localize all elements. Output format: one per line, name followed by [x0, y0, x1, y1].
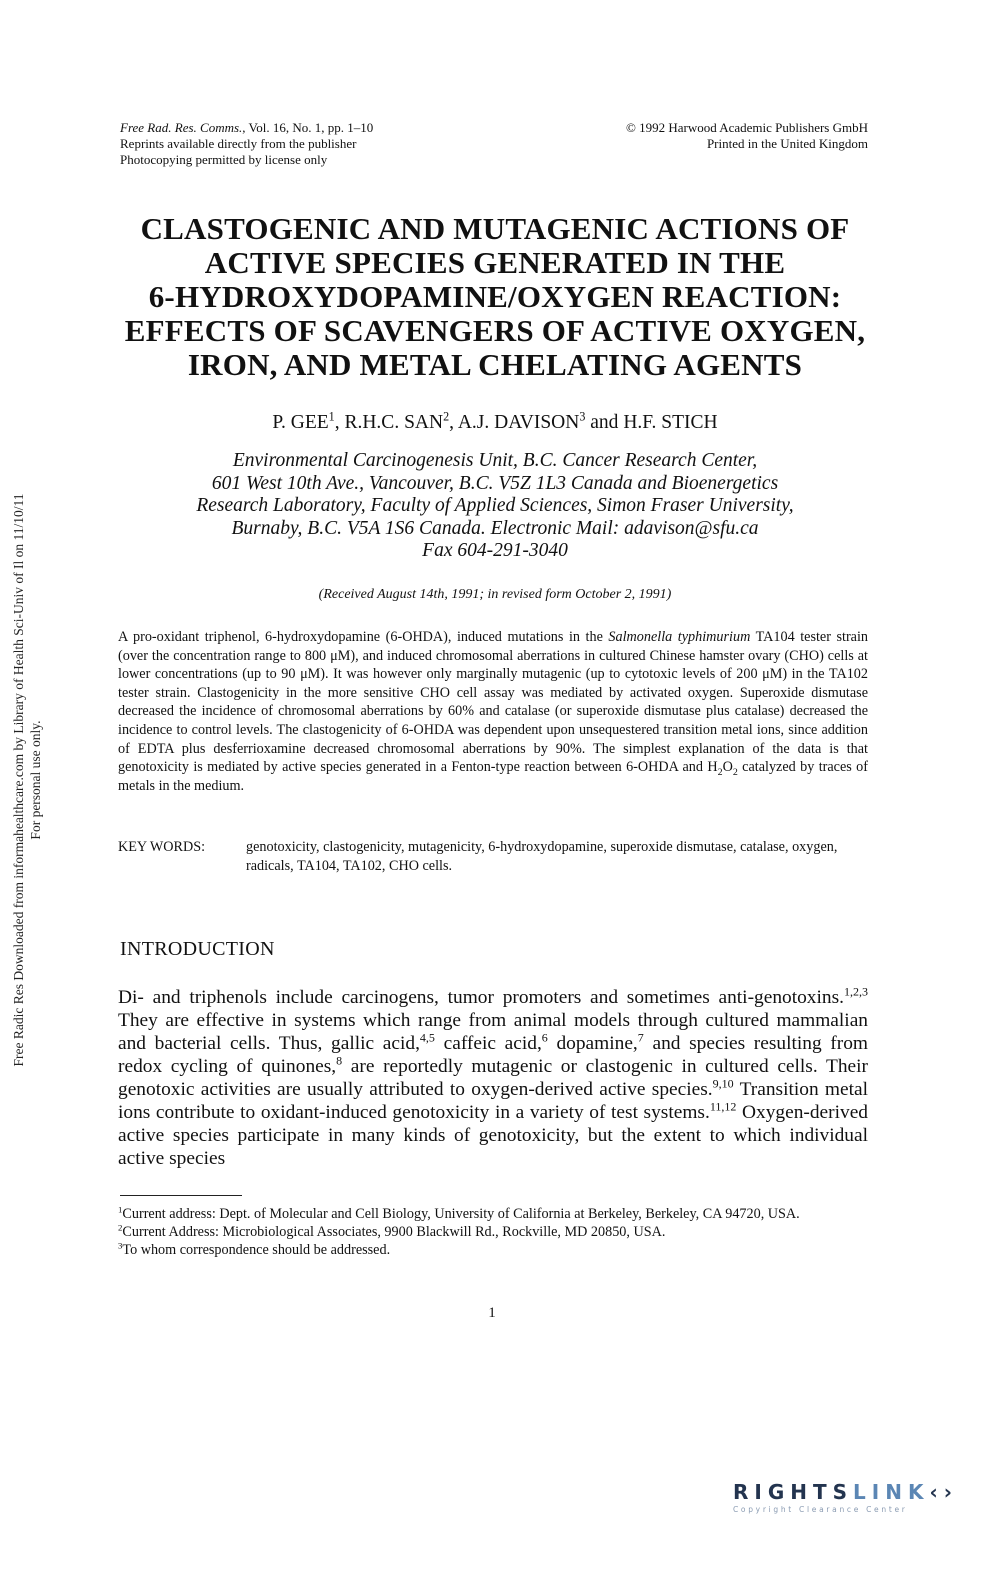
subscript: 2 [732, 766, 738, 778]
received-dates: (Received August 14th, 1991; in revised form October 2, 1991) [318, 587, 672, 602]
title-line: EFFECTS OF SCAVENGERS OF ACTIVE OXYGEN, [124, 313, 866, 348]
page-number: 1 [488, 1305, 496, 1321]
affiliation-line: Fax 604-291-3040 [422, 540, 568, 561]
printed-line: Printed in the United Kingdom [706, 136, 868, 151]
journal-citation [120, 120, 520, 136]
rightslink-light: LINK [853, 1480, 930, 1504]
journal-volume: , Vol. 16, No. 1, pp. 1–10 [242, 120, 374, 135]
footnote-text: Current address: Dept. of Molecular and Cell Biology, University of California at Berkeley, Berkeley, CA 94720, USA. [122, 1206, 800, 1222]
section-heading: INTRODUCTION [120, 938, 275, 960]
affiliation-line: Burnaby, B.C. V5A 1S6 Canada. Electronic Mail: adavison@sfu.ca [231, 517, 759, 539]
author-name: H.F. STICH [623, 412, 718, 433]
paper-title [110, 212, 880, 382]
author-affiliation-mark: 3 [579, 409, 586, 424]
affiliation [120, 450, 870, 563]
author-name: P. GEE [272, 412, 329, 433]
footnote-mark: 3 [118, 1240, 123, 1251]
rightslink-chevron-icon: ‹› [929, 1480, 958, 1504]
abstract-text: O [722, 759, 733, 776]
author-separator: and [585, 412, 624, 433]
abstract [118, 628, 868, 795]
footnote-text: To whom correspondence should be addressed. [122, 1242, 391, 1258]
watermark-line: For personal use only. [28, 720, 43, 840]
footnote [118, 1223, 870, 1241]
copyright-header [540, 120, 868, 152]
rightslink-dark: RIGHTS [733, 1480, 854, 1504]
body-text: and species resulting from redox cycling of quinones, [118, 1033, 868, 1077]
copyright-line: © 1992 Harwood Academic Publishers GmbH [625, 120, 868, 135]
footnotes [118, 1205, 870, 1259]
rightslink-logo[interactable] [733, 1480, 973, 1520]
subscript: 2 [717, 766, 723, 778]
abstract-text: A pro-oxidant triphenol, 6-hydroxydopamine (6-OHDA), induced mutations in the [118, 629, 609, 645]
journal-name: Free Rad. Res. Comms. [120, 120, 243, 135]
affiliation-line: Research Laboratory, Faculty of Applied Sciences, Simon Fraser University, [196, 495, 794, 516]
author-affiliation-mark: 1 [328, 409, 335, 424]
body-text: Transition metal ions contribute to oxidant-induced genotoxicity in a variety of test systems. [118, 1079, 869, 1123]
keywords-label: KEY WORDS: [118, 839, 206, 855]
citation-mark: 8 [336, 1053, 343, 1068]
download-watermark [10, 280, 50, 1280]
title-line: IRON, AND METAL CHELATING AGENTS [187, 347, 803, 382]
citation-mark: 11,12 [709, 1099, 737, 1114]
title-line: 6-HYDROXYDOPAMINE/OXYGEN REACTION: [148, 279, 842, 314]
keywords-list: genotoxicity, clastogenicity, mutagenicity, 6-hydroxydopamine, superoxide dismutase, catalase, oxygen, radicals, TA104, TA102, CHO cells. [246, 839, 838, 874]
body-text: caffeic acid, [434, 1033, 542, 1054]
body-text: are reportedly mutagenic or clastogenic in cultured cells. Their genotoxic activities are usually attributed to oxygen-derived active species. [118, 1056, 868, 1100]
rightslink-tagline: Copyright Clearance Center [733, 1505, 908, 1514]
reprints-note: Reprints available directly from the publisher [120, 136, 357, 151]
journal-header [120, 120, 520, 168]
body-text: Di- and triphenols include carcinogens, tumor promoters and sometimes anti-genotoxins. [118, 987, 844, 1008]
citation-mark: 6 [541, 1030, 548, 1045]
keywords [118, 838, 868, 875]
affiliation-line: Environmental Carcinogenesis Unit, B.C. Cancer Research Center, [232, 450, 758, 471]
citation-mark: 7 [637, 1030, 644, 1045]
author-name: A.J. DAVISON [457, 412, 580, 433]
footnote-mark: 1 [118, 1204, 123, 1215]
author-separator: , [334, 412, 345, 433]
photocopying-note: Photocopying permitted by license only [120, 152, 328, 167]
footnote [118, 1241, 870, 1259]
watermark-text [10, 280, 44, 1280]
organism-name: Salmonella typhimurium [608, 629, 751, 645]
author-separator: , [449, 412, 458, 433]
watermark-line: Free Radic Res Downloaded from informahealthcare.com by Library of Health Sci-Univ of Il on 11/10/11 [11, 493, 26, 1067]
body-text: They are effective in systems which range from animal models through cultured mammalian and bacterial cells. Thus, gallic acid, [118, 1010, 868, 1054]
body-text: Oxygen-derived active species participate in many kinds of genotoxicity, but the extent to which individual active species [118, 1102, 868, 1169]
citation-mark: 1,2,3 [843, 984, 868, 999]
citation-mark: 9,10 [712, 1076, 734, 1091]
citation-mark: 4,5 [419, 1030, 435, 1045]
abstract-text: catalyzed by traces of metals in the medium. [118, 759, 868, 794]
author-name: R.H.C. SAN [344, 412, 444, 433]
footnote-text: Current Address: Microbiological Associates, 9900 Blackwill Rd., Rockville, MD 20850, USA. [122, 1224, 666, 1240]
rightslink-wordmark [733, 1480, 973, 1504]
title-line: CLASTOGENIC AND MUTAGENIC ACTIONS OF [140, 211, 850, 246]
author-affiliation-mark: 2 [443, 409, 450, 424]
footnote [118, 1205, 870, 1223]
footnote-divider [120, 1195, 242, 1196]
introduction-text [118, 986, 868, 1170]
title-line: ACTIVE SPECIES GENERATED IN THE [204, 245, 786, 280]
footnote-mark: 2 [118, 1222, 123, 1233]
author-list [120, 409, 870, 434]
affiliation-line: 601 West 10th Ave., Vancouver, B.C. V5Z 1L3 Canada and Bioenergetics [211, 472, 779, 494]
abstract-text: TA104 tester strain (over the concentration range to 800 μM), and induced chromosomal aberrations in cultured Chinese hamster ovary (CHO) cells at lower concentrations (up to 90 μM). It was however only marginally mutagenic (up to cytotoxic levels of 200 μM) in the TA102 tester strain. Clastogenicity in the more sensitive CHO cell assay was mediated by activated oxygen. Superoxide dismutase decreased the incidence of chromosomal aberrations by 60% and catalase (or superoxide dismutase plus catalase) decreased the incidence to control levels. The clastogenicity of 6-OHDA was dependent upon unsequestered transition metal ions, since addition of EDTA plus desferrioxamine decreased chromosomal aberrations by 90%. The simplest explanation of the data is that genotoxicity is mediated by active species generated in a Fenton-type reaction between 6-OHDA and H [118, 629, 869, 776]
body-text: dopamine, [547, 1033, 638, 1054]
